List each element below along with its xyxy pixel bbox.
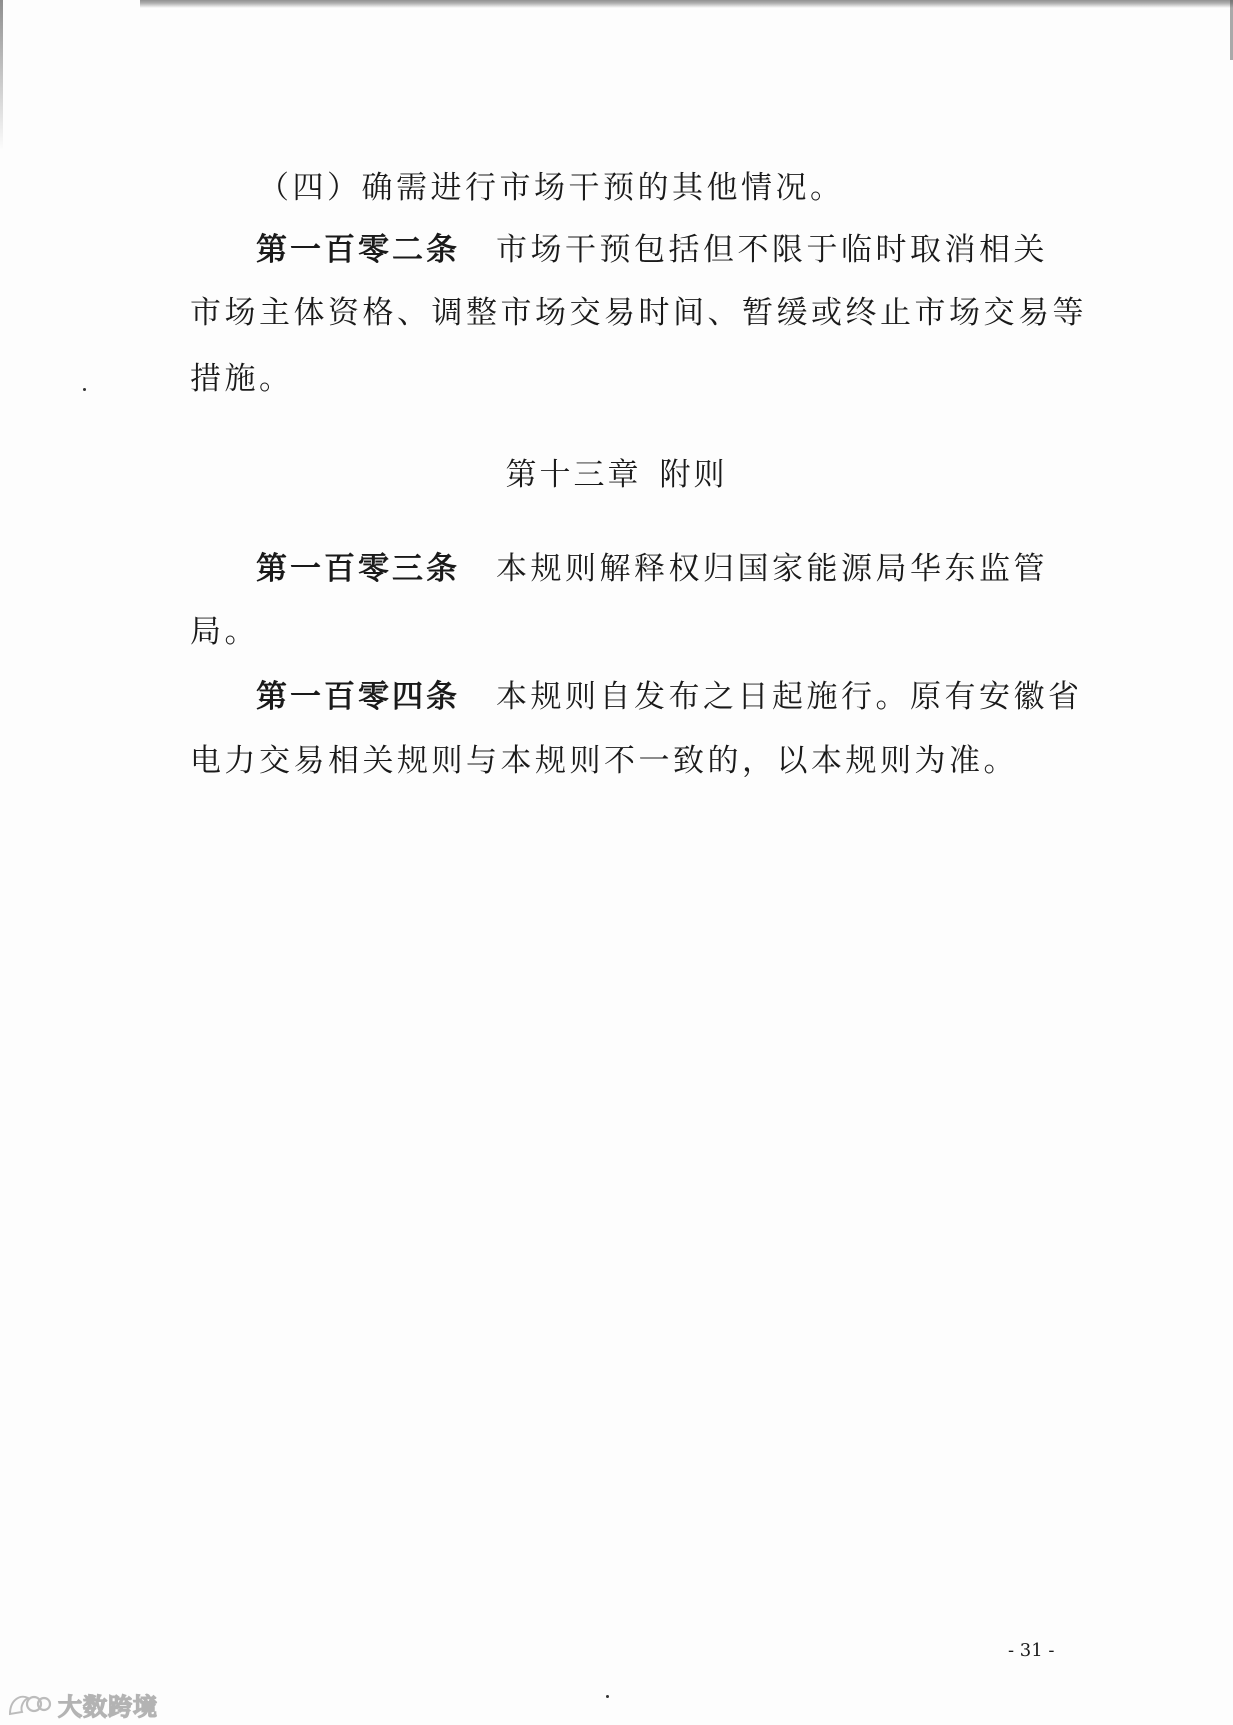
page-number: - 31 - [1008, 1640, 1055, 1661]
item-four-line: （四）确需进行市场干预的其他情况。 [258, 170, 845, 206]
article-103-label: 第一百零三条 [256, 551, 460, 587]
watermark-text: 大数跨境 [58, 1692, 158, 1721]
article-102-continuation: 市场主体资格、调整市场交易时间、暂缓或终止市场交易等 [190, 295, 1087, 331]
article-102-line [256, 230, 1048, 270]
chapter-number: 第十三章 [505, 457, 642, 493]
article-103-line [256, 549, 1048, 589]
chapter-title: 附则 [659, 457, 728, 493]
chapter-heading [0, 455, 1233, 495]
scan-speck [606, 1695, 609, 1698]
article-102-text: 市场干预包括但不限于临时取消相关 [496, 232, 1048, 268]
watermark [6, 1688, 158, 1720]
scan-edge-top [140, 0, 1233, 8]
article-104-label: 第一百零四条 [256, 679, 460, 715]
scan-speck [83, 388, 86, 391]
watermark-logo-icon [6, 1690, 52, 1718]
article-103-text: 本规则解释权归国家能源局华东监管 [496, 551, 1048, 587]
article-102-end: 措施。 [190, 361, 294, 397]
article-104-text: 本规则自发布之日起施行。原有安徽省 [496, 679, 1083, 715]
article-103-continuation: 局。 [190, 614, 259, 650]
article-104-line [256, 677, 1083, 717]
article-104-continuation: 电力交易相关规则与本规则不一致的，以本规则为准。 [190, 743, 1018, 779]
scan-edge-left [0, 0, 3, 150]
article-102-label: 第一百零二条 [256, 232, 460, 268]
